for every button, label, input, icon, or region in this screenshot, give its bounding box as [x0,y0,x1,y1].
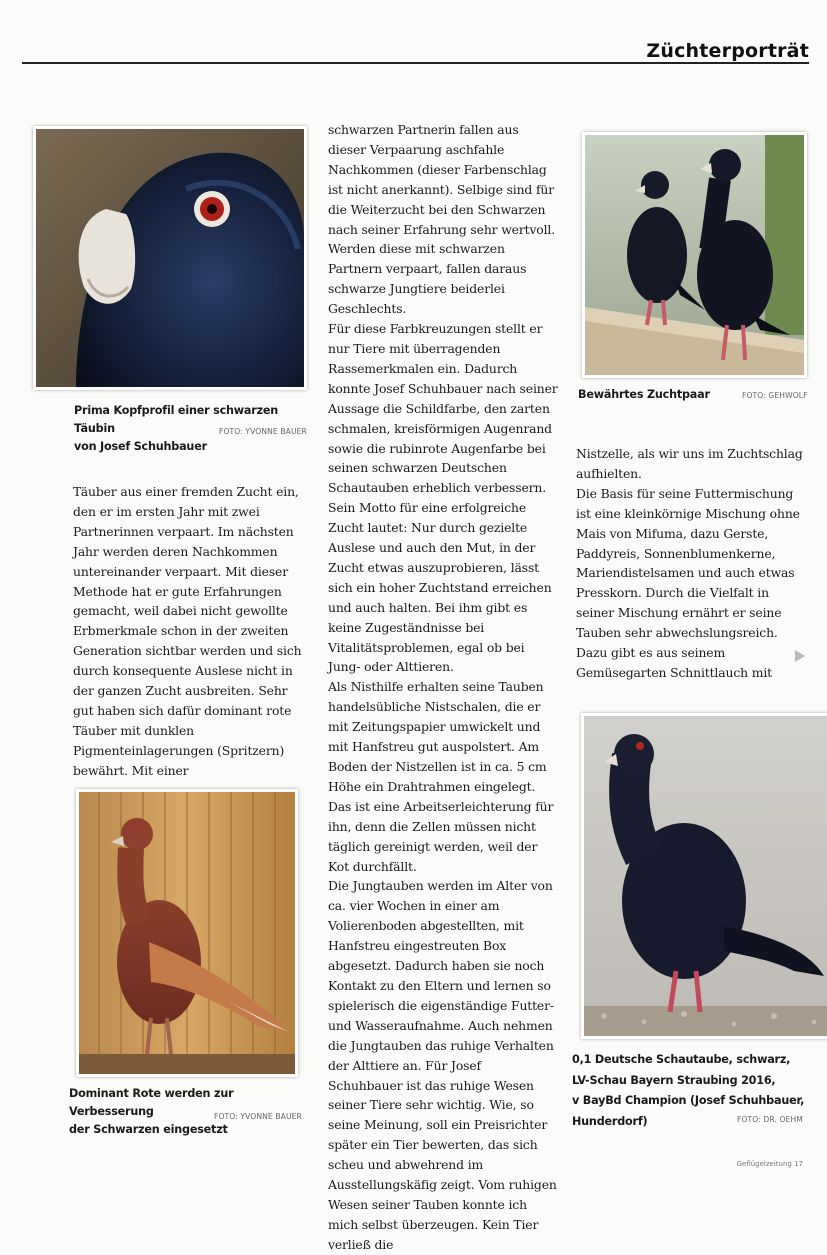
column-2-paragraph-1: schwarzen Partnerin fallen aus dieser Verpaarung aschfahle Nachkommen (dieser Farbenschlag ist nicht anerkannt). Selbige sind für die Weiterzucht bei den Schwarzen nach seiner Erfahrung sehr wertvoll. Werden diese mit schwarzen Partnern verpaart, fallen daraus schwarze Jungtiere beiderlei Geschlechts. [328,122,556,317]
photo-dominant-red [76,789,298,1077]
column-2-paragraph-4: Die Jungtauben werden im Alter von ca. vier Wochen in einer am Volierenboden abgestellten, mit Hanfstreu eingestreuten Box abgesetzt. Dadurch haben sie noch Kontakt zu den Eltern und lernen so spielerisch die eigenständige Futter- und Wasseraufnahme. Auch nehmen die Jungtauben das ruhige Verhalten der Alttiere an. Für Josef Schuhbauer ist das ruhige Wesen seiner Tiere sehr wichtig. Wie, so seine Meinung, soll ein Preisrichter später ein Tier bewerten, das sich scheu und abwehrend im Ausstellungskäfig zeigt. Vom ruhigen Wesen seiner Tauben konnte ich mich selbst überzeugen. Kein Tier verließ die [328,878,557,1252]
article-column-3 [576,444,808,683]
credit-champion: FOTO: DR. OEHM [737,1115,803,1124]
photo-champion [581,713,827,1039]
photo-head-profile [33,126,307,390]
page-footer: Geflügelzeitung 17 [736,1160,803,1168]
section-title: Züchterporträt [646,40,809,62]
caption-champion: 0,1 Deutsche Schautaube, schwarz, LV-Schau Bayern Straubing 2016, v BayBd Champion (Josef Schuhbauer, Hunderdorf) [572,1053,805,1128]
caption-dominant-red: Dominant Rote werden zur Verbesserung der Schwarzen eingesetzt [69,1087,234,1136]
caption-breeding-pair: Bewährtes Zuchtpaar [578,388,710,401]
credit-head-profile: FOTO: YVONNE BAUER [219,427,307,436]
header-rule [22,62,809,64]
photo-breeding-pair [582,132,807,378]
article-column-2 [328,120,559,1255]
column-1-paragraph: Täuber aus einer fremden Zucht ein, den er im ersten Jahr mit zwei Partnerinnen verpaart. Im nächsten Jahr werden deren Nachkommen untereinander verpaart. Mit dieser Methode hat er gute Erfahrungen gemacht, weil dabei nicht gewollte Erbmerkmale schon in der zweiten Generation sichtbar werden und sich durch konsequente Auslese nicht in der ganzen Zucht ausbreiten. Sehr gut haben sich dafür dominant rote Täuber mit dunklen Pigmenteinlagerungen (Spritzern) bewährt. Mit einer [73,484,302,778]
credit-breeding-pair: FOTO: GEHWOLF [742,391,808,400]
column-3-paragraph-1: Nistzelle, als wir uns im Zuchtschlag aufhielten. [576,446,803,481]
article-column-1 [73,482,311,781]
column-3-paragraph-2: Die Basis für seine Futtermischung ist eine kleinkörnige Mischung ohne Mais von Mifuma, dazu Gerste, Paddyreis, Sonnenblumenkerne, Mariendistelsamen und auch etwas Presskorn. Durch die Vielfalt in seiner Mischung ernährt er seine Tauben sehr abwechslungsreich. Dazu gibt es aus seinem Gemüsegarten Schnittlauch mit [576,485,800,680]
column-2-paragraph-2: Für diese Farbkreuzungen stellt er nur Tiere mit überragenden Rassemerkmalen ein. Dadurch konnte Josef Schuhbauer nach seiner Aussage die Schildfarbe, den zarten schmalen, kreisförmigen Augenrand sowie die rubinrote Augenfarbe bei seinen schwarzen Deutschen Schautauben erheblich verbessern. Sein Motto für eine erfolgreiche Zucht lautet: Nur durch gezielte Auslese und auch den Mut, in der Zucht etwas auszuprobieren, lässt sich ein hoher Zuchtstand erreichen und auch halten. Bei ihm gibt es keine Zugeständnisse bei Vitalitätsproblemen, egal ob bei Jung- oder Alttieren. [328,321,558,675]
caption-head-profile: Prima Kopfprofil einer schwarzen Täubin von Josef Schuhbauer [74,404,279,453]
credit-dominant-red: FOTO: YVONNE BAUER [214,1112,302,1121]
continue-arrow-icon [795,650,805,662]
column-2-paragraph-3: Als Nisthilfe erhalten seine Tauben handelsübliche Nistschalen, die er mit Zeitungspapier umwickelt und mit Hanfstreu gut auspolstert. Am Boden der Nistzellen ist in ca. 5 cm Höhe ein Drahtrahmen eingelegt. Das ist eine Arbeitserleichterung für ihn, denn die Zellen müssen nicht täglich gereinigt werden, weil der Kot durchfällt. [328,679,554,874]
